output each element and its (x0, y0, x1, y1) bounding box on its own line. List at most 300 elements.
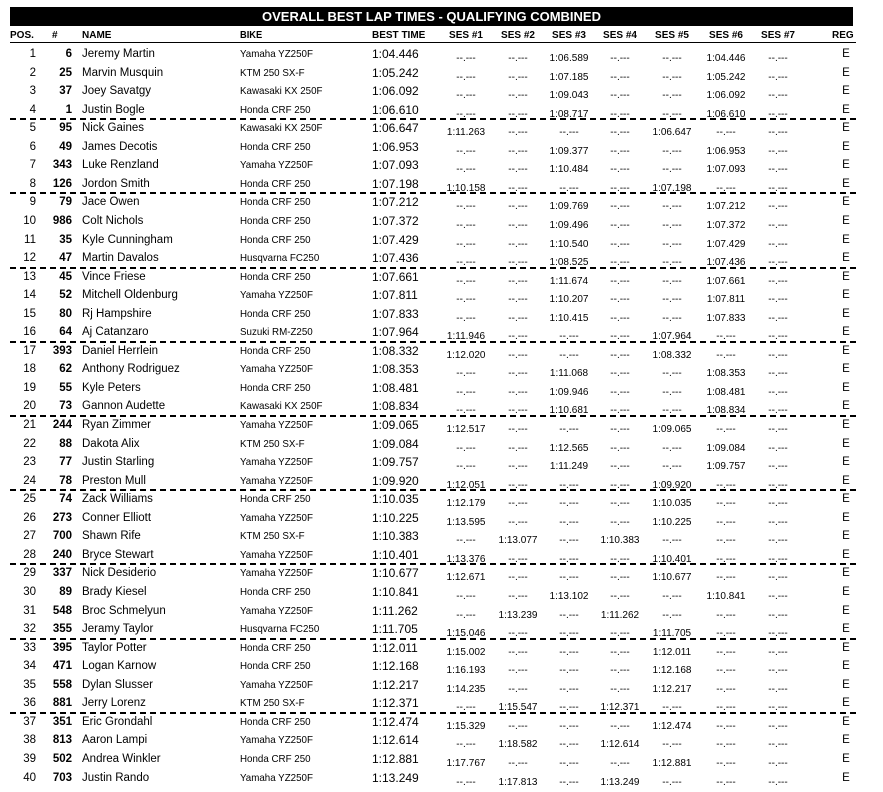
ses2-time: --.--- (508, 275, 528, 287)
best-time: 1:10.035 (372, 492, 419, 507)
header-number: # (52, 30, 58, 41)
ses5-time: --.--- (662, 442, 682, 454)
ses1-time: --.--- (456, 405, 476, 417)
header-ses1: SES #1 (449, 30, 483, 41)
ses6-time: 1:10.841 (706, 591, 746, 602)
region: E (842, 140, 850, 153)
ses7-time: --.--- (768, 665, 788, 677)
rider-name: Dakota Alix (82, 437, 140, 450)
best-time: 1:08.353 (372, 362, 419, 377)
ses3-time: --.--- (559, 720, 579, 732)
header-ses7: SES #7 (761, 30, 795, 41)
ses3-time: --.--- (559, 331, 579, 343)
table-row (0, 694, 883, 712)
region: E (842, 437, 850, 450)
table-row (0, 45, 883, 63)
best-time: 1:10.383 (372, 529, 419, 544)
region: E (842, 604, 850, 617)
ses5-time: 1:12.217 (652, 683, 692, 695)
ses6-time: --.--- (716, 182, 736, 194)
rider-number: 337 (52, 567, 72, 580)
ses6-time: --.--- (716, 739, 736, 751)
best-time: 1:07.198 (372, 176, 419, 191)
ses6-time: 1:09.757 (706, 461, 746, 473)
rider-name: Marvin Musquin (82, 66, 164, 79)
ses1-time: 1:12.020 (446, 349, 486, 361)
ses2-time: --.--- (508, 553, 528, 565)
best-time: 1:07.811 (372, 288, 418, 303)
header-ses2: SES #2 (501, 30, 535, 41)
ses6-time: 1:07.212 (706, 201, 746, 213)
rider-name: Logan Karnow (82, 660, 157, 673)
header-ses4: SES #4 (603, 30, 637, 41)
rider-number: 703 (52, 771, 72, 784)
rider-name: Brady Kiesel (82, 586, 147, 598)
rider-name: Vince Friese (82, 270, 146, 283)
ses2-time: --.--- (508, 182, 528, 194)
ses3-time: 1:12.565 (549, 442, 589, 454)
ses3-time: 1:09.043 (549, 90, 589, 102)
bike: Honda CRF 250 (240, 493, 311, 506)
position: 32 (23, 623, 36, 636)
best-time: 1:08.332 (372, 343, 419, 358)
ses5-time: --.--- (662, 702, 682, 714)
ses7-time: --.--- (768, 628, 788, 640)
ses2-time: --.--- (508, 572, 528, 584)
ses5-time: 1:07.964 (652, 331, 692, 343)
ses6-time: --.--- (716, 776, 736, 788)
ses3-time: 1:10.415 (549, 312, 589, 324)
ses1-time: --.--- (456, 164, 476, 176)
ses4-time: --.--- (610, 479, 630, 491)
table-row (0, 101, 883, 119)
best-time: 1:07.372 (372, 214, 419, 228)
rider-number: 395 (52, 641, 72, 654)
ses2-time: --.--- (508, 442, 528, 454)
ses3-time: --.--- (559, 572, 579, 584)
ses7-time: --.--- (768, 424, 788, 435)
ses3-time: --.--- (559, 757, 579, 769)
ses3-time: --.--- (559, 646, 579, 658)
bike: Yamaha YZ250F (240, 604, 313, 617)
rider-number: 62 (59, 363, 72, 376)
ses6-time: --.--- (716, 424, 736, 435)
rider-number: 813 (52, 734, 72, 747)
ses5-time: 1:10.035 (652, 498, 692, 510)
best-time: 1:06.647 (372, 121, 419, 136)
ses2-time: --.--- (508, 757, 528, 769)
table-row (0, 249, 883, 267)
ses4-time: --.--- (610, 257, 630, 269)
rider-name: Colt Nichols (82, 215, 144, 227)
table-row (0, 546, 883, 564)
rider-name: Ryan Zimmer (82, 419, 152, 431)
ses3-time: --.--- (559, 665, 579, 677)
bike: Yamaha YZ250F (240, 678, 313, 691)
position: 7 (29, 159, 36, 172)
ses3-time: --.--- (559, 609, 579, 621)
position: 36 (23, 697, 36, 710)
table-row (0, 175, 883, 193)
ses6-time: --.--- (716, 553, 736, 565)
rider-number: 45 (59, 270, 72, 283)
position: 5 (29, 122, 36, 135)
ses7-time: --.--- (768, 516, 788, 528)
ses1-time: --.--- (456, 442, 476, 454)
rider-number: 986 (52, 215, 72, 227)
best-time: 1:12.614 (372, 733, 419, 748)
table-row (0, 119, 883, 137)
bike: Honda CRF 250 (240, 660, 311, 673)
ses3-time: 1:10.484 (549, 164, 589, 176)
best-time: 1:07.833 (372, 306, 419, 321)
ses4-time: 1:13.249 (600, 776, 640, 788)
best-time: 1:08.834 (372, 399, 419, 414)
ses3-time: 1:13.102 (549, 591, 589, 602)
ses1-time: 1:12.517 (446, 424, 486, 435)
region: E (842, 697, 850, 710)
table-row (0, 416, 883, 434)
ses1-time: --.--- (456, 739, 476, 751)
ses4-time: --.--- (610, 720, 630, 732)
best-time: 1:12.371 (372, 696, 419, 711)
table-row (0, 769, 883, 787)
rider-name: Martin Davalos (82, 252, 159, 265)
best-time: 1:07.093 (372, 158, 419, 173)
ses5-time: 1:12.881 (652, 757, 692, 769)
rider-name: Nick Gaines (82, 122, 144, 135)
bike: Suzuki RM-Z250 (240, 326, 313, 339)
best-time: 1:07.212 (372, 195, 419, 210)
ses5-time: --.--- (662, 591, 682, 602)
ses2-time: --.--- (508, 591, 528, 602)
rider-name: Justin Starling (82, 456, 155, 469)
bike: Yamaha YZ250F (240, 456, 313, 469)
position: 16 (23, 326, 36, 339)
ses7-time: --.--- (768, 646, 788, 658)
region: E (842, 734, 850, 747)
ses1-time: --.--- (456, 71, 476, 83)
ses5-time: 1:07.198 (652, 182, 692, 194)
ses5-time: 1:12.168 (652, 665, 692, 677)
bike: Husqvarna FC250 (240, 252, 320, 265)
ses2-time: --.--- (508, 368, 528, 380)
ses5-time: --.--- (662, 201, 682, 213)
ses6-time: --.--- (716, 349, 736, 361)
ses6-time: --.--- (716, 498, 736, 510)
header-name: NAME (82, 30, 112, 41)
ses3-time: 1:10.681 (549, 405, 589, 417)
rider-name: Jerry Lorenz (82, 697, 146, 710)
ses6-time: 1:07.811 (706, 294, 746, 306)
ses2-time: --.--- (508, 294, 528, 306)
rider-number: 73 (59, 400, 72, 413)
ses6-time: 1:07.429 (706, 238, 746, 250)
ses2-time: --.--- (508, 349, 528, 361)
ses3-time: 1:08.525 (549, 257, 589, 269)
ses1-time: --.--- (456, 368, 476, 380)
region: E (842, 326, 850, 339)
ses2-time: --.--- (508, 90, 528, 102)
ses2-time: --.--- (508, 498, 528, 510)
best-time: 1:07.436 (372, 251, 419, 266)
bike: Yamaha YZ250F (240, 159, 313, 172)
ses2-time: --.--- (508, 71, 528, 83)
bike: Yamaha YZ250F (240, 48, 313, 60)
position: 10 (23, 215, 36, 227)
table-row (0, 82, 883, 100)
bike: Yamaha YZ250F (240, 474, 313, 487)
region: E (842, 289, 850, 302)
position: 33 (23, 641, 36, 654)
bike: Honda CRF 250 (240, 344, 311, 357)
ses3-time: 1:10.540 (549, 238, 589, 250)
ses1-time: --.--- (456, 535, 476, 547)
ses6-time: --.--- (716, 572, 736, 584)
table-row (0, 713, 883, 731)
ses1-time: 1:13.376 (446, 553, 486, 565)
rider-name: Mitchell Oldenburg (82, 289, 178, 302)
ses5-time: 1:06.647 (652, 127, 692, 139)
ses5-time: 1:12.011 (652, 646, 692, 658)
ses6-time: --.--- (716, 479, 736, 491)
ses1-time: 1:15.002 (446, 646, 486, 658)
ses5-time: --.--- (662, 405, 682, 417)
rider-name: Aj Catanzaro (82, 326, 149, 339)
bike: KTM 250 SX-F (240, 697, 305, 710)
rider-name: Dylan Slusser (82, 678, 153, 691)
position: 17 (23, 344, 36, 357)
ses1-time: --.--- (456, 275, 476, 287)
region: E (842, 752, 850, 765)
rider-name: Gannon Audette (82, 400, 166, 413)
region: E (842, 66, 850, 79)
rider-name: Joey Savatgy (82, 85, 152, 98)
ses7-time: --.--- (768, 535, 788, 547)
ses6-time: --.--- (716, 516, 736, 528)
region: E (842, 511, 850, 524)
region: E (842, 715, 850, 728)
ses6-time: --.--- (716, 757, 736, 769)
table-row (0, 379, 883, 397)
ses7-time: --.--- (768, 71, 788, 83)
ses3-time: --.--- (559, 127, 579, 139)
ses5-time: --.--- (662, 164, 682, 176)
rider-number: 1 (65, 103, 72, 116)
ses4-time: --.--- (610, 331, 630, 343)
table-row (0, 639, 883, 657)
ses1-time: --.--- (456, 108, 476, 120)
ses1-time: --.--- (456, 776, 476, 788)
position: 22 (23, 437, 36, 450)
ses2-time: --.--- (508, 424, 528, 435)
rider-number: 240 (52, 548, 72, 561)
ses5-time: --.--- (662, 145, 682, 157)
position: 13 (23, 270, 36, 283)
rider-name: James Decotis (82, 140, 158, 153)
position: 39 (23, 752, 36, 765)
best-time: 1:10.677 (372, 566, 419, 581)
rider-number: 25 (59, 66, 72, 79)
bike: Honda CRF 250 (240, 641, 311, 654)
ses2-time: --.--- (508, 516, 528, 528)
rider-number: 548 (52, 604, 72, 617)
ses7-time: --.--- (768, 683, 788, 695)
region: E (842, 641, 850, 654)
ses3-time: --.--- (559, 535, 579, 547)
rider-name: Kyle Cunningham (82, 233, 173, 246)
ses4-time: --.--- (610, 646, 630, 658)
best-time: 1:13.249 (372, 770, 419, 785)
ses4-time: --.--- (610, 238, 630, 250)
ses1-time: --.--- (456, 609, 476, 621)
bike: Honda CRF 250 (240, 715, 311, 728)
region: E (842, 159, 850, 172)
rider-number: 881 (52, 697, 72, 710)
rider-number: 64 (59, 326, 72, 339)
header-ses3: SES #3 (552, 30, 586, 41)
ses5-time: --.--- (662, 535, 682, 547)
position: 31 (23, 604, 36, 617)
rider-name: Jeramy Taylor (82, 623, 154, 636)
ses3-time: --.--- (559, 479, 579, 491)
rider-name: Justin Bogle (82, 103, 145, 116)
ses4-time: --.--- (610, 498, 630, 510)
ses1-time: --.--- (456, 201, 476, 213)
rider-number: 343 (52, 159, 72, 172)
ses2-time: 1:13.239 (498, 609, 538, 621)
position: 28 (23, 548, 36, 561)
ses5-time: 1:08.332 (652, 349, 692, 361)
table-row (0, 490, 883, 508)
ses2-time: --.--- (508, 257, 528, 269)
ses1-time: 1:16.193 (446, 665, 486, 677)
ses7-time: --.--- (768, 609, 788, 621)
ses7-time: --.--- (768, 702, 788, 714)
position: 34 (23, 660, 36, 673)
rider-name: Shawn Rife (82, 530, 141, 543)
table-row (0, 453, 883, 471)
rider-name: Rj Hampshire (82, 307, 152, 320)
bike: KTM 250 SX-F (240, 530, 305, 543)
header-rule (10, 42, 856, 43)
rider-name: Zack Williams (82, 493, 153, 506)
ses5-time: --.--- (662, 386, 682, 398)
best-time: 1:11.262 (372, 603, 418, 618)
ses7-time: --.--- (768, 442, 788, 454)
table-row (0, 286, 883, 304)
table-row (0, 397, 883, 415)
ses3-time: 1:11.674 (549, 275, 589, 287)
ses7-time: --.--- (768, 275, 788, 287)
region: E (842, 493, 850, 506)
region: E (842, 567, 850, 580)
ses7-time: --.--- (768, 591, 788, 602)
ses7-time: --.--- (768, 572, 788, 584)
table-row (0, 231, 883, 249)
ses7-time: --.--- (768, 90, 788, 102)
table-row (0, 156, 883, 174)
ses6-time: --.--- (716, 702, 736, 714)
ses3-time: --.--- (559, 702, 579, 714)
ses5-time: --.--- (662, 238, 682, 250)
ses2-time: --.--- (508, 53, 528, 64)
ses5-time: --.--- (662, 108, 682, 120)
ses7-time: --.--- (768, 127, 788, 139)
bike: Honda CRF 250 (240, 177, 311, 190)
table-row (0, 212, 883, 230)
ses3-time: --.--- (559, 683, 579, 695)
position: 27 (23, 530, 36, 543)
position: 11 (24, 233, 36, 246)
position: 38 (23, 734, 36, 747)
table-row (0, 509, 883, 527)
ses7-time: --.--- (768, 53, 788, 64)
ses6-time: --.--- (716, 127, 736, 139)
region: E (842, 456, 850, 469)
rider-name: Justin Rando (82, 771, 150, 784)
table-row (0, 138, 883, 156)
table-row (0, 750, 883, 768)
region: E (842, 530, 850, 543)
ses3-time: --.--- (559, 516, 579, 528)
rider-number: 471 (52, 660, 72, 673)
ses3-time: --.--- (559, 553, 579, 565)
ses2-time: --.--- (508, 145, 528, 157)
best-time: 1:12.168 (372, 659, 419, 674)
best-time: 1:12.881 (372, 751, 419, 766)
ses5-time: --.--- (662, 275, 682, 287)
ses3-time: --.--- (559, 739, 579, 751)
region: E (842, 85, 850, 98)
header-pos: POS. (10, 30, 34, 41)
region: E (842, 48, 850, 60)
ses2-time: --.--- (508, 220, 528, 231)
ses1-time: 1:15.329 (446, 720, 486, 732)
rider-number: 273 (52, 511, 72, 524)
ses5-time: 1:10.225 (652, 516, 692, 528)
ses2-time: --.--- (508, 683, 528, 695)
ses6-time: 1:08.834 (706, 405, 746, 417)
ses6-time: 1:06.953 (706, 145, 746, 157)
ses6-time: 1:06.610 (706, 108, 746, 120)
ses5-time: --.--- (662, 90, 682, 102)
ses1-time: 1:11.263 (446, 127, 486, 139)
rider-number: 502 (52, 752, 72, 765)
ses6-time: 1:07.436 (706, 257, 746, 269)
ses7-time: --.--- (768, 238, 788, 250)
ses5-time: 1:10.677 (652, 572, 692, 584)
ses5-time: 1:10.401 (652, 553, 692, 565)
ses7-time: --.--- (768, 776, 788, 788)
ses1-time: --.--- (456, 257, 476, 269)
ses1-time: 1:12.051 (446, 479, 486, 491)
rider-name: Jace Owen (82, 196, 140, 209)
ses6-time: 1:09.084 (706, 442, 746, 454)
position: 21 (23, 419, 36, 431)
ses7-time: --.--- (768, 201, 788, 213)
ses6-time: 1:08.353 (706, 368, 746, 380)
ses2-time: 1:18.582 (498, 739, 538, 751)
bike: Honda CRF 250 (240, 196, 311, 209)
ses1-time: --.--- (456, 702, 476, 714)
position: 1 (29, 48, 36, 60)
ses6-time: --.--- (716, 331, 736, 343)
ses4-time: --.--- (610, 424, 630, 435)
ses1-time: 1:14.235 (446, 683, 486, 695)
ses5-time: --.--- (662, 312, 682, 324)
ses5-time: --.--- (662, 294, 682, 306)
